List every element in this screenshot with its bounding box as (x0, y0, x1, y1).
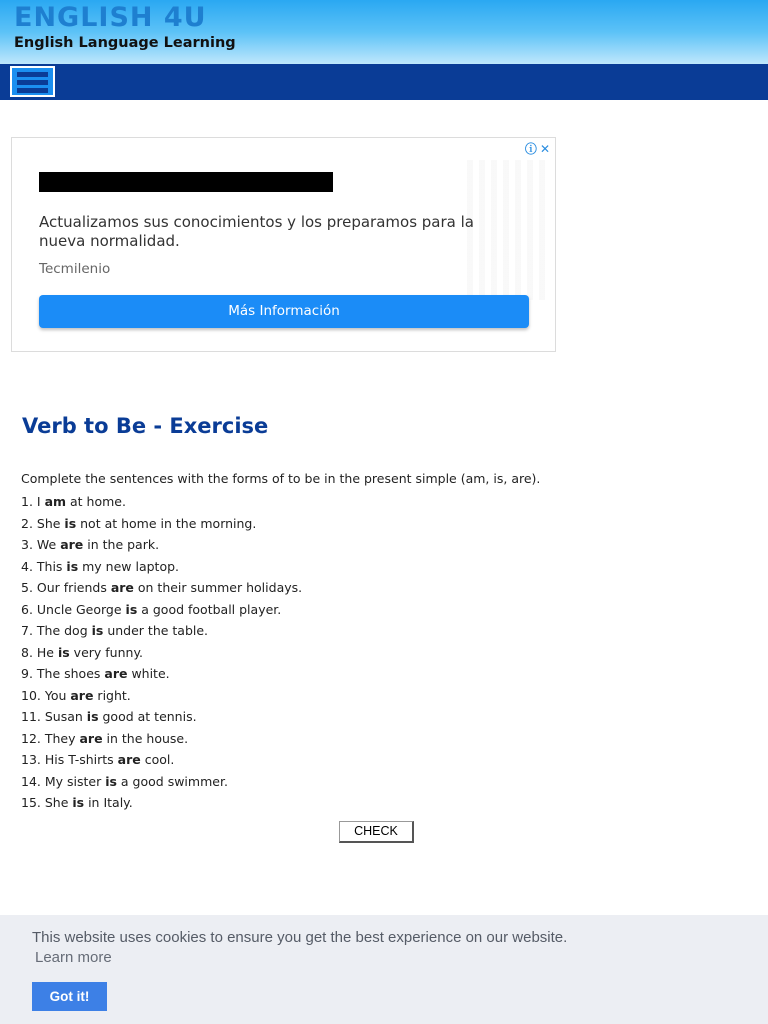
answer: is (66, 558, 79, 574)
check-button[interactable]: CHECK (339, 821, 414, 843)
site-header (0, 0, 768, 64)
answer: are (70, 687, 94, 703)
page-title: Verb to Be - Exercise (22, 414, 269, 438)
exercise-item: 2. She is not at home in the morning. (21, 515, 257, 531)
exercise-item: 11. Susan is good at tennis. (21, 709, 197, 724)
answer: are (104, 666, 128, 681)
exercise-item: 1. I am at home. (21, 494, 126, 509)
answer: is (105, 773, 117, 789)
exercise-item: 3. We are in the park. (21, 537, 160, 552)
site-tagline: English Language Learning (14, 35, 236, 51)
learn-more-link[interactable]: Learn more (35, 949, 112, 966)
ad-body-text: Actualizamos sus conocimientos y los preparamos para la nueva normalidad. (39, 213, 474, 250)
exercise-instructions: Complete the sentences with the forms of to be in the present simple (am, is, are). (21, 471, 541, 486)
exercise-item: 7. The dog is under the table. (21, 623, 209, 638)
exercise-item: 15. She is in Italy. (21, 795, 133, 810)
exercise-item: 10. You are right. (21, 687, 131, 703)
answer: is (91, 623, 104, 638)
ad-banner[interactable] (11, 137, 556, 352)
exercise-item: 8. He is very funny. (21, 644, 144, 660)
answer: am (44, 494, 67, 509)
exercise-item: 6. Uncle George is a good football player. (21, 601, 282, 617)
answer: are (60, 537, 84, 552)
ad-advertiser: Tecmilenio (39, 261, 111, 277)
cookie-message: This website uses cookies to ensure you get the best experience on our website. (32, 929, 568, 946)
answer: is (86, 709, 99, 724)
ad-cta-button[interactable]: Más Información (39, 295, 529, 328)
site-title[interactable]: ENGLISH 4U (14, 2, 207, 33)
exercise-item: 5. Our friends are on their summer holidays. (21, 580, 303, 595)
menu-button[interactable] (10, 66, 55, 97)
exercise-list (21, 491, 302, 814)
exercise-item: 12. They are in the house. (21, 730, 189, 746)
redacted-ad-headline (39, 172, 333, 192)
answer: is (57, 644, 70, 660)
exercise-item: 13. His T-shirts are cool. (21, 752, 175, 767)
cookie-banner (0, 915, 768, 1024)
info-icon[interactable]: ⓘ (524, 142, 537, 156)
answer: are (110, 580, 134, 595)
ad-controls (522, 140, 550, 157)
exercise-item: 14. My sister is a good swimmer. (21, 773, 228, 789)
answer: are (79, 730, 103, 746)
exercise-item: 4. This is my new laptop. (21, 558, 180, 574)
navbar (0, 64, 768, 100)
answer: is (64, 515, 77, 531)
close-icon[interactable]: ✕ (539, 142, 550, 156)
answer: is (72, 795, 85, 810)
exercise-item: 9. The shoes are white. (21, 666, 170, 681)
answer: are (117, 752, 141, 767)
answer: is (125, 601, 138, 617)
cookie-accept-button[interactable]: Got it! (32, 982, 107, 1011)
